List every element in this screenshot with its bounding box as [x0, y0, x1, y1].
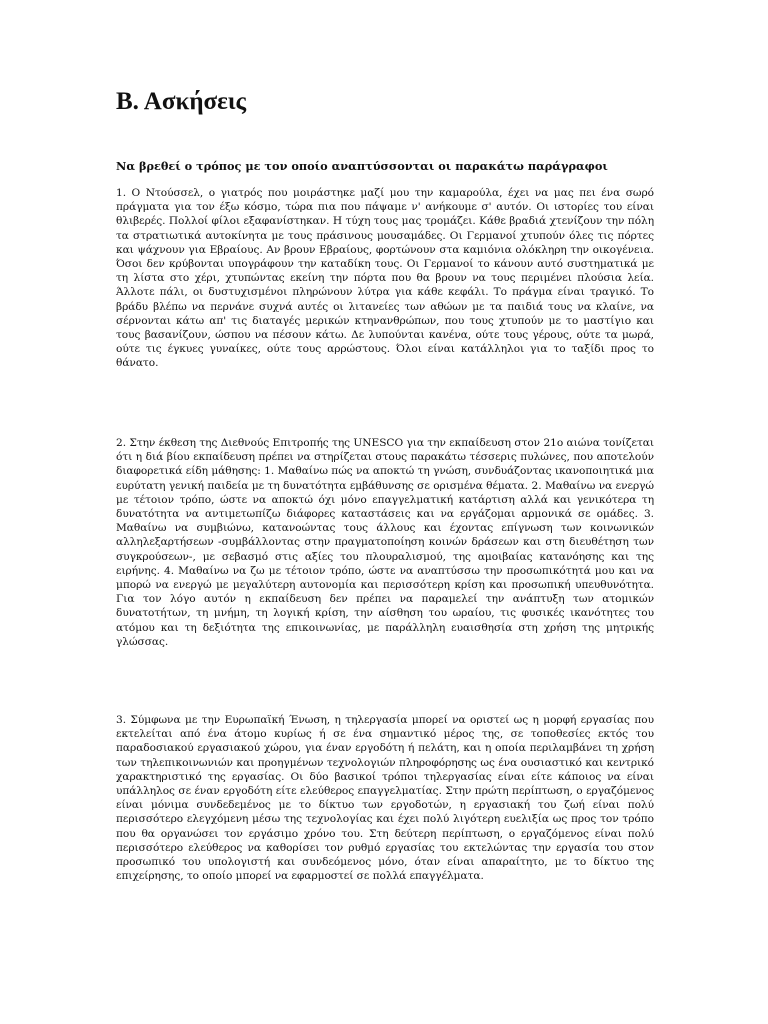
exercise-instruction: Να βρεθεί ο τρόπος με τον οποίο αναπτύσσονται οι παρακάτω παράγραφοι: [116, 159, 608, 173]
paragraph-2: 2. Στην έκθεση της Διεθνούς Επιτροπής της UNESCO για την εκπαίδευση στον 21ο αιώνα τονίζεται ότι η διά βίου εκπαίδευση πρέπει να στηρίζεται στους παρακάτω τέσσερις πυλώνες, που αποτελούν διαφορετικά είδη μάθησης: 1. Μαθαίνω πώς να αποκτώ τη γνώση, συνδυάζοντας ικανοποιητικά μια ευρύτατη γενική παιδεία με τη δυνατότητα εμβάθυνσης σε ορισμένα θέματα. 2. Μαθαίνω να ενεργώ με τέτοιον τρόπο, ώστε να αποκτώ όχι μόνο επαγγελματική κατάρτιση αλλά και γενικότερα τη δυνατότητα να αντιμετωπίζω διάφορες καταστάσεις και να εργάζομαι αρμονικά σε ομάδες. 3. Μαθαίνω να συμβιώνω, κατανοώντας τους άλλους και έχοντας επίγνωση των κοινωνικών αλληλεξαρτήσεων -συμβάλλοντας στην πραγματοποίηση κοινών δράσεων και στη διευθέτηση των συγκρούσεων-, με σεβασμό στις αξίες του πλουραλισμού, της αμοιβαίας κατανόησης και της ειρήνης. 4. Μαθαίνω να ζω με τέτοιον τρόπο, ώστε να αναπτύσσω την προσωπικότητά μου και να μπορώ να ενεργώ με μεγαλύτερη αυτονομία και περισσότερη κρίση και προσωπική υπευθυνότητα. Για τον λόγο αυτόν η εκπαίδευση δεν πρέπει να παραμελεί την ανάπτυξη των ατομικών δυνατοτήτων, τη μνήμη, τη λογική κρίση, την αίσθηση του ωραίου, τις φυσικές ικανότητες του ατόμου και τη δεξιότητα της επικοινωνίας, με παράλληλη ευαισθησία στη χρήση της μητρικής γλώσσας.: [116, 437, 654, 648]
paragraph-3: 3. Σύμφωνα με την Ευρωπαϊκή Ένωση, η τηλεργασία μπορεί να οριστεί ως η μορφή εργασίας που εκτελείται από ένα άτομο κυρίως ή σε ένα σημαντικό μέρος της, σε τοποθεσίες εκτός του παραδοσιακού εργασιακού χώρου, για έναν εργοδότη ή πελάτη, και η οποία περιλαμβάνει τη χρήση των τηλεπικοινωνιών και προηγμένων τεχνολογιών πληροφόρησης ως ένα ουσιαστικό και κεντρικό χαρακτηριστικό της εργασίας. Οι δύο βασικοί τρόποι τηλεργασίας είναι είτε κάποιος να είναι υπάλληλος σε έναν εργοδότη είτε ελεύθερος επαγγελματίας. Στην πρώτη περίπτωση, ο εργαζόμενος είναι μόνιμα συνδεδεμένος με το δίκτυο των εργοδοτών, η εργασιακή του ζωή είναι πολύ περισσότερο ελεγχόμενη μέσω της τεχνολογίας και έχει πολύ λιγότερη ευελιξία ως προς τον τρόπο που θα οργανώσει τον εργάσιμο χρόνο του. Στη δεύτερη περίπτωση, ο εργαζόμενος είναι πολύ περισσότερο ελεύθερος να καθορίσει τον ρυθμό εργασίας του εκτελώντας την εργασία του στον προσωπικό του υπολογιστή και συνδεόμενος μόνο, όταν είναι απαραίτητο, με το δίκτυο της επιχείρησης, το οποίο μπορεί να εφαρμοστεί σε πολλά επαγγέλματα.: [116, 714, 654, 883]
document-title: Β. Ασκήσεις: [116, 88, 247, 115]
paragraph-1: 1. Ο Ντούσσελ, ο γιατρός που μοιράστηκε μαζί μου την καμαρούλα, έχει να μας πει ένα σωρό πράγματα για τον έξω κόσμο, τώρα πια που πάψαμε ν' ανήκουμε σ' αυτόν. Οι ιστορίες του είναι θλιβερές. Πολλοί φίλοι εξαφανίστηκαν. Η τύχη τους μας τρομάζει. Κάθε βραδιά χτενίζουν την πόλη τα στρατιωτικά αυτοκίνητα με τους πράσινους μουσαμάδες. Οι Γερμανοί χτυπούν όλες τις πόρτες και ψάχνουν για Εβραίους. Αν βρουν Εβραίους, φορτώνουν στα καμιόνια ολόκληρη την οικογένεια. Όσοι δεν κρύβονται υπογράφουν την καταδίκη τους. Οι Γερμανοί το κάνουν αυτό συστηματικά με τη λίστα στο χέρι, χτυπώντας εκείνη την πόρτα που θα βρουν να τους περιμένει πλούσια λεία. Άλλοτε πάλι, οι δυστυχισμένοι πληρώνουν λύτρα για κάθε κεφάλι. Το πράγμα είναι τραγικό. Το βράδυ βλέπω να περνάνε συχνά αυτές οι λιτανείες των αθώων με τα παιδιά τους να κλαίνε, να σέρνονται κάτω απ' τις διαταγές μερικών κτηνανθρώπων, που τους χτυπούν με το μαστίγιο και τους βασανίζουν, ώσπου να πέσουν κάτω. Δε λυπούνται κανένα, ούτε τους γέρους, ούτε τα μωρά, ούτε τις έγκυες γυναίκες, ούτε τους αρρώστους. Όλοι είναι κατάλληλοι για το ταξίδι προς το θάνατο.: [116, 187, 654, 370]
